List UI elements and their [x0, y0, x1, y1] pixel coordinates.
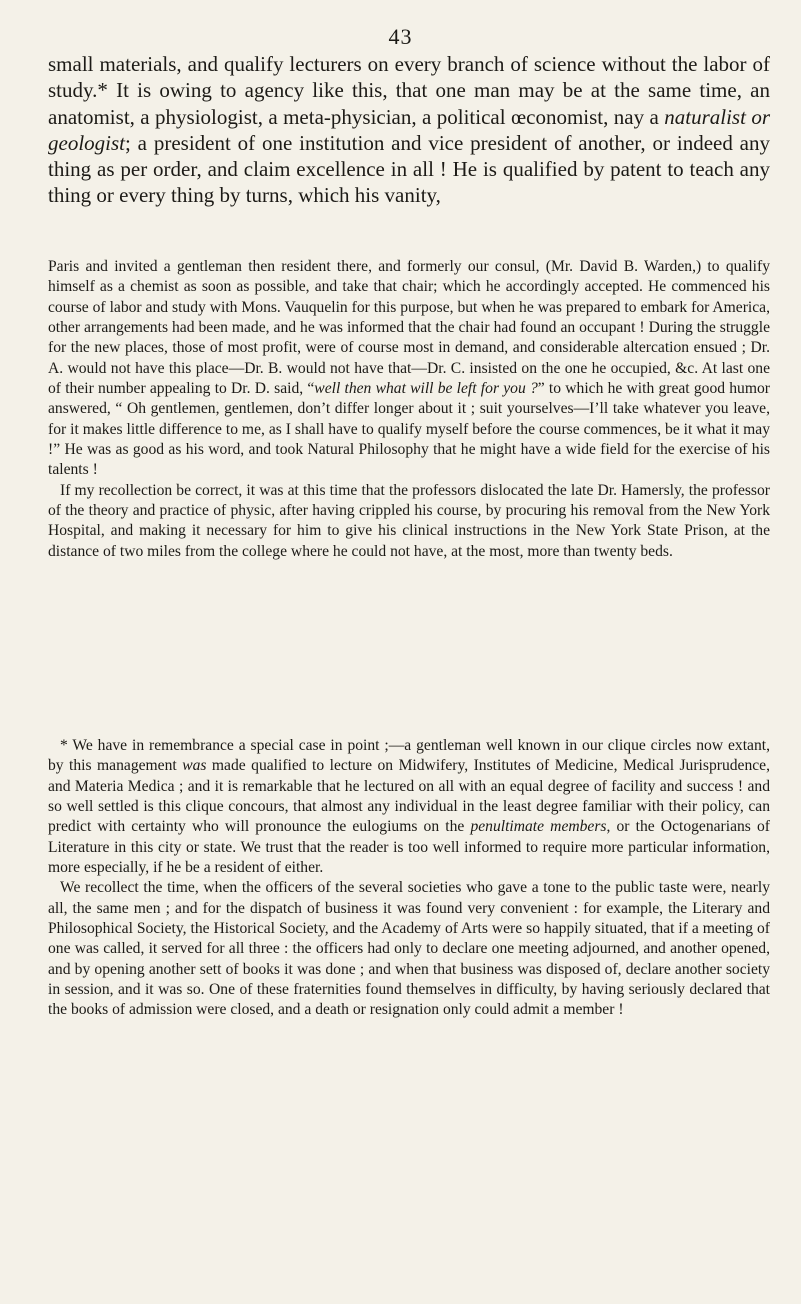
main-text-segment: ; a president of one institution and vice president of another, or indeed any thing as per order, and claim excellence in all ! He is qualified by patent to teach any thing or every thing by turns, which his vanity,: [48, 130, 770, 208]
continued-footnote: [48, 257, 770, 562]
footnote-paragraph: We recollect the time, when the officers of the several societies who gave a tone to the public taste were, nearly all, the same men ; and for the dispatch of business it was found very convenient : for example, the Literary and Philosophical Society, the Historical Society, and the Academy of Arts were so happily situated, that if a meeting of one was called, it served for all three : the officers had only to declare one meeting adjourned, and another opened, and by opening another sett of books it was done ; and when that business was disposed of, declare another society in session, and it was so. One of these fraternities found themselves in difficulty, by having seriously declared that the books of admission were closed, and a death or resignation only could admit a member !: [48, 879, 770, 1019]
note-text-segment: ” to which he with great good humor answered, “ Oh gentlemen, gentlemen, don’t differ longer about it ; suit yourselves—I’ll take whatever you leave, for it makes little difference to me, as I shall have to qualify myself before the course commences, be it what it may !” He was as good as his word, and took Natural Philosophy that he might have a wide field for the exercise of his talents !: [48, 380, 770, 479]
footnote-text-segment: * We have in remembrance a special case in point ;—a gentleman well known in our clique circles now extant, by this management: [48, 737, 770, 775]
note-text-segment: Paris and invited a gentleman then resident there, and formerly our consul, (Mr. David B. Warden,) to qualify himself as a chemist as soon as possible, and take that chair; which he accordingly accepted. He commenced his course of labor and study with Mons. Vauquelin for this purpose, but when he was prepared to embark for America, other arrangements had been made, and he was informed that the chair had found an occupant ! During the struggle for the new places, those of most profit, were of course most in demand, and considerable altercation ensued ; Dr. A. would not have this place—Dr. B. would not have that—Dr. C. insisted on the one he occupied, &c. At last one of their number appealing to Dr. D. said, “: [48, 258, 770, 398]
footnote-text-segment: made qualified to lecture on Midwifery, Institutes of Medicine, Medical Jurisprudence, and Materia Medica ; and it is remarkable that he lectured on all with an equal degree of facility and success ! and so well settled is this clique concours, that almost any individual in the least degree familiar with their policy, can predict with certainty who will pronounce the eulogiums on the: [48, 757, 770, 836]
footnote-paragraph: [48, 736, 770, 878]
note-quote-italic: well then what will be left for you ?: [314, 380, 538, 398]
main-paragraph: [48, 51, 770, 209]
main-text-italic: naturalist or geologist: [48, 104, 771, 155]
main-text-segment: small materials, and qualify lecturers on every branch of science without the labor of study.* It is owing to agency like this, that one man may be at the same time, an anatomist, a physiologist, a meta-physician, a political œconomist, nay a: [48, 52, 770, 129]
footnote: [48, 736, 770, 1021]
note-paragraph: [48, 257, 770, 481]
footnote-text-segment: , or the Octogenarians of Literature in this city or state. We trust that the reader is too well informed to require more particular information, more especially, if he be a resident of either.: [48, 818, 770, 877]
footnote-italic: was: [182, 757, 207, 775]
page-number: 43: [388, 24, 413, 49]
note-paragraph: If my recollection be correct, it was at this time that the professors dislocated the late Dr. Hamersly, the professor of the theory and practice of physic, after having crippled his course, by procuring his removal from the New York Hospital, and making it necessary for him to give his clinical instructions in the New York State Prison, at the distance of two miles from the college where he could not have, at the most, more than twenty beds.: [48, 481, 770, 560]
footnote-italic: penultimate members: [470, 818, 607, 836]
main-text: [48, 51, 770, 209]
